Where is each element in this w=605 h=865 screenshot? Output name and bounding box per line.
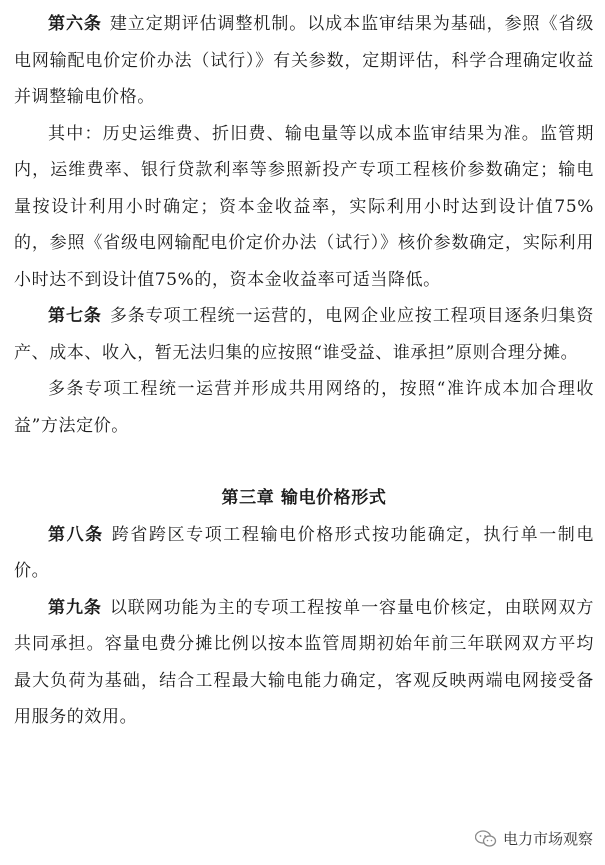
article-number: 第八条 bbox=[48, 524, 104, 545]
watermark bbox=[475, 828, 593, 849]
wechat-icon bbox=[475, 830, 497, 848]
article-text: 跨省跨区专项工程输电价格形式按功能确定，执行单一制电价。 bbox=[14, 524, 594, 581]
article-7-paragraph bbox=[14, 298, 594, 371]
chapter-title: 第三章 输电价格形式 bbox=[221, 488, 387, 508]
article-9-paragraph bbox=[14, 590, 594, 736]
paragraph-text: 多条专项工程统一运营并形成共用网络的，按照“准许成本加合理收益”方法定价。 bbox=[14, 379, 594, 436]
article-6-detail-paragraph bbox=[14, 116, 594, 299]
article-number: 第九条 bbox=[48, 597, 102, 618]
article-7-detail-paragraph bbox=[14, 371, 594, 444]
watermark-text: 电力市场观察 bbox=[502, 830, 593, 848]
article-number: 第七条 bbox=[48, 306, 102, 326]
section-gap bbox=[14, 444, 594, 480]
article-text: 多条专项工程统一运营的，电网企业应按工程项目逐条归集资产、成本、收入，暂无法归集的应按照“谁受益、谁承担”原则合理分摊。 bbox=[14, 306, 594, 363]
paragraph-text: 其中：历史运维费、折旧费、输电量等以成本监审结果为准。监管期内，运维费率、银行贷款利率等参照新投产专项工程核价参数确定；输电量按设计利用小时确定；资本金收益率，实际利用小时达到设计值75%的，参照《省级电网输配电价定价办法（试行）》核价参数确定，实际利用小时达不到设计值75%的，资本金收益率可适当降低。 bbox=[14, 123, 594, 290]
document-page bbox=[14, 6, 594, 736]
article-6-paragraph bbox=[14, 6, 594, 116]
article-8-paragraph bbox=[14, 517, 594, 590]
article-text: 建立定期评估调整机制。以成本监审结果为基础，参照《省级电网输配电价定价办法（试行）》有关参数，定期评估，科学合理确定收益并调整输电价格。 bbox=[14, 14, 594, 107]
article-text: 以联网功能为主的专项工程按单一容量电价核定，由联网双方共同承担。容量电费分摊比例以按本监管周期初始年前三年联网双方平均最大负荷为基础，结合工程最大输电能力确定，客观反映两端电网接受备用服务的效用。 bbox=[14, 597, 594, 727]
article-number: 第六条 bbox=[48, 14, 102, 34]
